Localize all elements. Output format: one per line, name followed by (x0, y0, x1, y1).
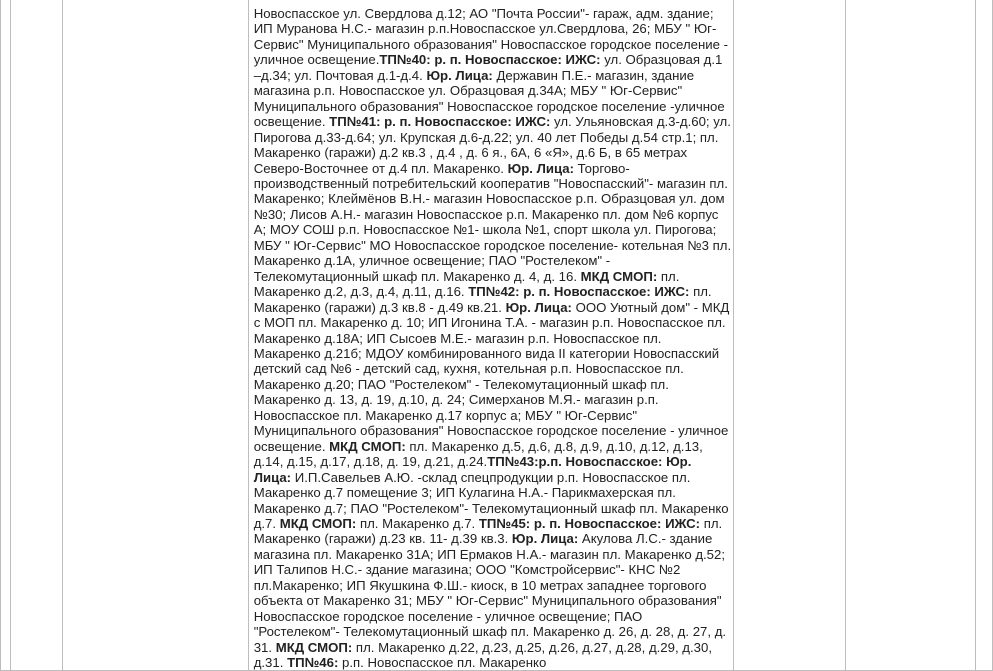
table-cell-description (248, 0, 734, 671)
body-text: р.п. Новоспасское пл. Макаренко (338, 655, 547, 671)
body-text: пл. Макаренко д.5, д.6, д.8, д.9, д.10, д.12, д.13, д.14, д.15, д.17, д.18, д. 19, д.21, д.24. (253, 438, 703, 470)
table-row (1, 0, 993, 671)
table-cell-col-1 (1, 0, 11, 671)
body-text: пл. Макаренко д.7. (356, 515, 479, 531)
bold-heading-text: МКД СМОП: (329, 438, 406, 454)
body-text: ООО Уютный дом" - МКД с МОП пл. Макаренко д. 10; ИП Игонина Т.А. - магазин р.п. Новоспасское пл. Макаренко д.18А; ИП Сысоев М.Е.- магазин р.п. Новоспасское пл. Макаренко д.21б; МДОУ комбинированного вида II категории Новоспасский детский сад №6 - детский сад, кухня, котельная р.п. Новоспасское пл. Макаренко д.20; ПАО "Ростелеком" - Телекомутационный шкаф пл. Макаренко д. 13, д. 19, д.10, д. 24; Симерханов М.Я.- магазин р.п. Новоспасское пл. Макаренко д.17 корпус а; МБУ " Юг-Сервис" Муниципального образования" Новоспасское городское поселение - уличное освещение. (253, 299, 730, 454)
bold-heading-text: ТП№43:р.п. Новоспасское: Юр. Лица: (253, 454, 692, 485)
body-text: ул. Образцовая д.1 –д.34; ул. Почтовая д.1-д.4. (253, 52, 723, 83)
body-text: Новоспасское ул. Свердлова д.12; АО "Почта России"- гараж, адм. здание; ИП Муранова Н.С.- магазин р.п.Новоспасское ул.Свердлова, 26; МБУ " Юг-Сервис" Муниципального образования" Новоспасское городское поселение - уличное освещение. (253, 6, 729, 68)
bold-heading-text: ТП№42: р. п. Новоспасское: ИЖС: (468, 284, 690, 300)
body-text: Акулова Л.С.- здание магазина пл. Макаренко 31А; ИП Ермаков Н.А.- магазин пл. Макаренко д.52; ИП Талипов Н.С.- здание магазина; ООО "Комстройсервис"- КНС №2 пл.Макаренко; ИП Якушкина Ф.Ш.- киоск, в 10 метрах западнее торгового объекта от Макаренко 31; МБУ " Юг-Сервис" Муниципального образования" Новоспасское городское поселение - уличное освещение; ПАО "Ростелеком"- Телекомутационный шкаф пл. Макаренко д. 26, д. 28, д. 27, д. 31. (253, 531, 727, 655)
body-text: ул. Ульяновская д.3-д.60; ул. Пирогова д.33-д.64; ул. Крупская д.6-д.22; ул. 40 лет Победы д.54 стр.1; пл. Макаренко (гаражи) д.2 кв.3 , д.4 , д. 6 я., 6А, 6 «Я», д.6 Б, в 65 метрах Северо-Восточнее от д.4 пл. Макаренко. (253, 114, 731, 176)
bold-heading-text: Юр. Лица: (426, 67, 493, 83)
table-cell-col-7 (975, 0, 992, 671)
bold-heading-text: Юр. Лица: (505, 299, 572, 315)
bold-heading-text: Юр. Лица: (511, 531, 579, 547)
bold-heading-text: ТП№40: р. п. Новоспасское: ИЖС: (379, 52, 601, 68)
bold-heading-text: МКД СМОП: (275, 639, 353, 655)
bold-heading-text: ТП№41: р. п. Новоспасское: ИЖС: (329, 114, 551, 130)
bold-heading-text: МКД СМОП: (580, 268, 658, 284)
body-text: пл. Макаренко д.22, д.23, д.25, д.26, д.27, д.28, д.29, д.30, д.31. (253, 639, 712, 671)
body-text: И.П.Савельев А.Ю. -склад спецпродукции р.п. Новоспасское пл. Макаренко д.7 помещение 3; ИП Кулагина Н.А.- Парикмахерская пл. Макаренко д.7; ПАО "Ростелеком"- Телекомутационный шкаф пл. Макаренко д.7. (253, 469, 729, 531)
bold-heading-text: ТП№45: р. п. Новоспасское: ИЖС: (478, 515, 701, 531)
table-cell-col-5 (734, 0, 846, 671)
table-cell-col-2 (10, 0, 62, 671)
body-text: Державин П.Е.- магазин, здание магазина р.п. Новоспасское ул. Образцовая д.34А; МБУ " Юг-Сервис" Муниципального образования" Новоспасское городское поселение -уличное освещение. (253, 67, 725, 130)
table-cell-col-6 (846, 0, 976, 671)
bold-heading-text: Юр. Лица: (507, 160, 574, 176)
body-text: Торгово-производственный потребительский кооператив "Новоспасский"- магазин пл. Макаренко; Клеймёнов В.Н.- магазин Новоспасское р.п. Образцовая ул. дом №30; Лисов А.Н.- магазин Новоспасское р.п. Макаренко пл. дом №6 корпус А; МОУ СОШ р.п. Новоспасское №1- школа №1, спорт школа ул. Пирогова; МБУ " Юг-Сервис" МО Новоспасское городское поселение- котельная №3 пл. Макаренко д.1А, уличное освещение; ПАО "Ростелеком" - Телекомутационный шкаф пл. Макаренко д. 4, д. 16. (253, 160, 732, 284)
bold-heading-text: МКД СМОП: (279, 515, 357, 531)
table-cell-col-3 (62, 0, 248, 671)
bold-heading-text: ТП№46: (287, 655, 339, 671)
body-text: пл. Макаренко д.2, д.3, д.4, д.11, д.16. (253, 268, 680, 300)
body-text: пл. Макаренко (гаражи) д.3 кв.8 - д.49 кв.21. (253, 284, 712, 315)
substation-consumers-text (249, 0, 734, 670)
body-text: пл. Макаренко (гаражи) д.23 кв. 11- д.39 кв.3. (253, 515, 723, 547)
